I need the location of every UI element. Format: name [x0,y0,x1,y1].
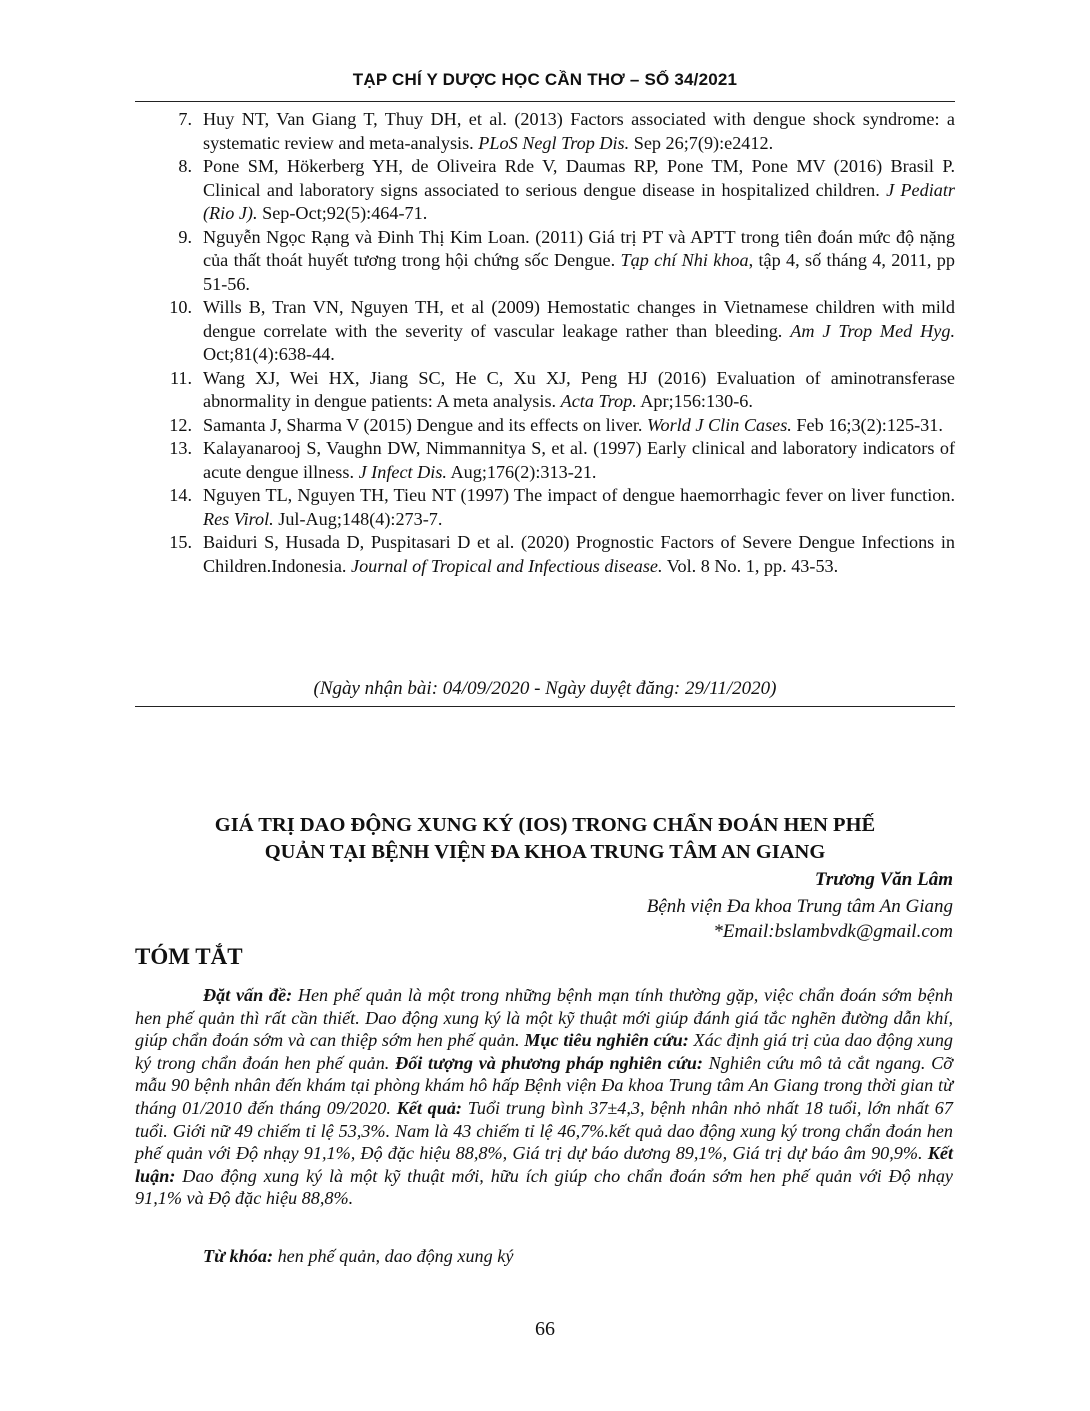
article-title [135,812,955,866]
reference-number: 8. [178,156,192,176]
reference-item: 11. Wang XJ, Wei HX, Jiang SC, He C, Xu XJ, Peng HJ (2016) Evaluation of aminotransferase abnormality in dengue patients: A meta analysis. Acta Trop. Apr;156:130-6. [160,367,955,414]
author-name: Trương Văn Lâm [814,869,953,890]
reference-number: 15. [169,532,192,552]
reference-item: 14. Nguyen TL, Nguyen TH, Tieu NT (1997) The impact of dengue haemorrhagic fever on liver function. Res Virol. Jul-Aug;148(4):273-7. [160,484,955,531]
reference-number: 9. [178,226,192,247]
reference-number: 14. [169,485,192,505]
label-results: Kết quả: [396,1097,462,1118]
abstract-heading: TÓM TẮT [135,944,243,969]
label-keywords: Từ khóa: [203,1246,274,1266]
affiliation-text: Bệnh viện Đa khoa Trung tâm An Giang [646,896,953,917]
reference-number: 11. [169,367,192,388]
received-dates: (Ngày nhận bài: 04/09/2020 - Ngày duyệt đăng: 29/11/2020) [313,678,777,699]
header-rule [135,101,955,102]
label-methods: Đối tượng và phương pháp nghiên cứu: [395,1052,703,1073]
abstract-body: Đặt vấn đề: Hen phế quản là một trong những bệnh mạn tính thường gặp, việc chẩn đoán sớm bệnh hen phế quản thì rất cần thiết. Dao động xung ký là một kỹ thuật mới giúp đánh giá tắc nghẽn đường dẫn khí, giúp chẩn đoán sớm và can thiệp sớm hen phế quản. Mục tiêu nghiên cứu: Xác định giá trị của dao động xung ký trong chẩn đoán hen phế quản. Đối tượng và phương pháp nghiên cứu: Nghiên cứu mô tả cắt ngang. Cỡ mẫu 90 bệnh nhân đến khám tại phòng khám hô hấp Bệnh viện Đa khoa Trung tâm An Giang trong thời gian từ tháng 01/2010 đến tháng 09/2020. Kết quả: Tuổi trung bình 37±4,3, bệnh nhân nhỏ nhất 18 tuổi, lớn nhất 67 tuổi. Giới nữ 49 chiếm tỉ lệ 53,3%. Nam là 43 chiếm tỉ lệ 46,7%.kết quả dao động xung ký trong chẩn đoán hen phế quản với Độ nhạy 91,1%, Độ đặc hiệu 88,8%, Giá trị dự báo dương 89,1%, Giá trị dự báo âm 90,9%. Kết luận: Dao động xung ký là một kỹ thuật mới, hữu ích giúp cho chẩn đoán sớm hen phế quản với Độ nhạy 91,1% và Độ đặc hiệu 88,8%. [135,985,954,1209]
author-email: *Email:bslambvdk@gmail.com [713,921,953,942]
keywords: Từ khóa: hen phế quản, dao động xung ký [203,1246,514,1266]
reference-item: 15. Baiduri S, Husada D, Puspitasari D et al. (2020) Prognostic Factors of Severe Dengue Infections in Children.Indonesia. Journal of Tropical and Infectious disease. Vol. 8 No. 1, pp. 43-53. [160,531,955,578]
reference-item: 9. Nguyễn Ngọc Rạng và Đinh Thị Kim Loan. (2011) Giá trị PT và APTT trong tiên đoán mức độ nặng của thất thoát huyết tương trong hội chứng sốc Dengue. Tạp chí Nhi khoa, tập 4, số tháng 4, 2011, pp 51-56. [160,226,955,297]
article-title-line-1: GIÁ TRỊ DAO ĐỘNG XUNG KÝ (IOS) TRONG CHẨN ĐOÁN HEN PHẾ [214,814,876,836]
reference-item: 8. Pone SM, Hökerberg YH, de Oliveira Rde V, Daumas RP, Pone TM, Pone MV (2016) Brasil P. Clinical and laboratory signs associated to serious dengue disease in hospitalized children. J Pediatr (Rio J). Sep-Oct;92(5):464-71. [160,155,955,226]
reference-item: 13. Kalayanarooj S, Vaughn DW, Nimmannitya S, et al. (1997) Early clinical and laboratory indicators of acute dengue illness. J Infect Dis. Aug;176(2):313-21. [160,437,955,484]
reference-number: 12. [169,414,192,435]
article-title-line-2: QUẢN TẠI BỆNH VIỆN ĐA KHOA TRUNG TÂM AN GIANG [264,841,826,863]
section-rule [135,706,955,707]
label-background: Đặt vấn đề: [203,985,293,1005]
reference-list [160,108,955,578]
author-affiliation [135,894,953,944]
journal-header: TẠP CHÍ Y DƯỢC HỌC CẦN THƠ – SỐ 34/2021 [352,70,738,89]
reference-number: 7. [178,109,192,129]
reference-number: 10. [169,297,192,317]
reference-item: 10. Wills B, Tran VN, Nguyen TH, et al (2009) Hemostatic changes in Vietnamese children with mild dengue correlate with the severity of vascular leakage rather than bleeding. Am J Trop Med Hyg. Oct;81(4):638-44. [160,296,955,367]
label-objective: Mục tiêu nghiên cứu: [524,1030,689,1051]
reference-number: 13. [169,438,192,458]
reference-item: 12. Samanta J, Sharma V (2015) Dengue and its effects on liver. World J Clin Cases. Feb 16;3(2):125-31. [160,414,955,438]
reference-item: 7. Huy NT, Van Giang T, Thuy DH, et al. (2013) Factors associated with dengue shock syndrome: a systematic review and meta-analysis. PLoS Negl Trop Dis. Sep 26;7(9):e2412. [160,108,955,155]
label-conclusion: Kết luận: [135,1143,953,1186]
page-number: 66 [535,1318,555,1340]
